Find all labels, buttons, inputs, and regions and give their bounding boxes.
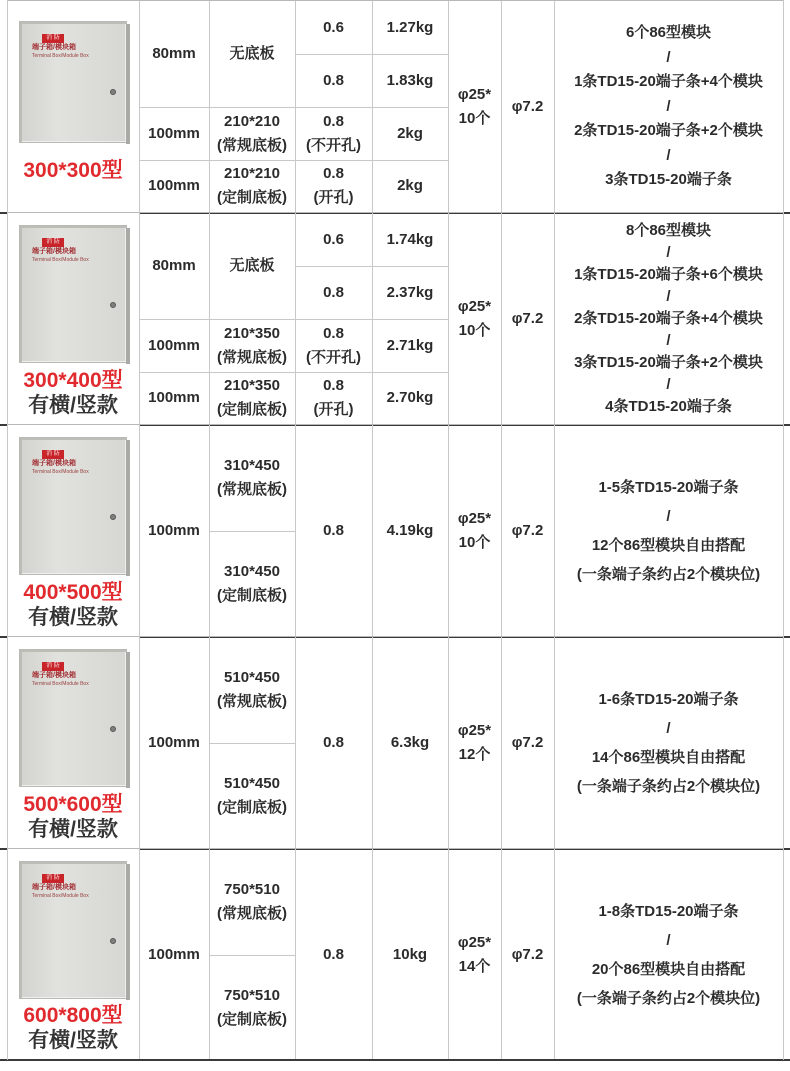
depth-value	[139, 213, 209, 319]
capacity-separator: /	[666, 720, 671, 737]
product-section	[7, 0, 783, 212]
hole-size-value-line: φ25*	[457, 722, 492, 739]
box-side-panel	[126, 652, 130, 788]
capacity-line: 1条TD15-20端子条+4个模块	[574, 73, 763, 91]
thickness-value	[295, 1, 372, 54]
small-hole-value	[501, 637, 554, 849]
terminal-box-image	[19, 225, 127, 363]
weight-value-line: 2.37kg	[386, 283, 434, 301]
weight-value	[372, 372, 448, 424]
small-hole-value	[501, 1, 554, 213]
board-value-line: 750*510	[224, 881, 280, 898]
product-section	[7, 424, 783, 636]
product-image-column	[7, 1, 139, 212]
board-value-line: 310*450	[224, 457, 280, 474]
capacity-separator: /	[666, 48, 671, 66]
board-value	[209, 160, 295, 212]
board-value	[209, 531, 295, 637]
box-subtitle-text: Terminal Box/Module Box	[32, 893, 89, 899]
board-value-line: 210*350	[224, 377, 280, 394]
small-hole-value-line: φ7.2	[511, 945, 544, 963]
weight-value-line: 2kg	[397, 124, 423, 142]
weight-value	[372, 213, 448, 266]
weight-value	[372, 637, 448, 849]
board-value	[209, 425, 295, 531]
product-section	[7, 636, 783, 848]
hole-size-value	[448, 1, 501, 213]
capacity-separator: /	[666, 244, 671, 261]
grid-hline	[295, 54, 448, 55]
hole-size-value	[448, 425, 501, 637]
thickness-value-line: 0.8	[323, 734, 344, 751]
board-value	[209, 319, 295, 372]
capacity-line: 3条TD15-20端子条+2个模块	[574, 354, 763, 371]
capacity-line: 12个86型模块自由搭配	[591, 537, 746, 554]
small-hole-value-line: φ7.2	[511, 522, 544, 539]
box-subtitle-text: Terminal Box/Module Box	[32, 681, 89, 687]
hole-size-value	[448, 213, 501, 425]
depth-value-line: 100mm	[148, 389, 200, 406]
board-value-line: (定制底板)	[217, 587, 287, 604]
weight-value	[372, 1, 448, 54]
box-title-text: 端子箱/模块箱	[32, 460, 76, 467]
board-value-line: 无底板	[229, 45, 275, 62]
hole-size-value-line: φ25*	[457, 510, 492, 527]
box-subtitle-text: Terminal Box/Module Box	[32, 53, 89, 59]
depth-value	[139, 849, 209, 1060]
depth-value	[139, 107, 209, 160]
thickness-value-line: (开孔)	[313, 189, 354, 206]
board-value	[209, 372, 295, 424]
board-value-line: (定制底板)	[217, 189, 287, 206]
hole-size-value-line: 10个	[458, 322, 491, 339]
thickness-value-line: 0.6	[323, 18, 344, 36]
grid-hline	[139, 319, 448, 320]
board-value-line: 750*510	[224, 986, 280, 1004]
model-name: 400*500型	[23, 581, 123, 604]
weight-value-line: 1.74kg	[386, 230, 434, 248]
product-image-column	[7, 213, 139, 424]
capacity-description	[554, 1, 783, 213]
thickness-value-line: (不开孔)	[306, 136, 361, 154]
terminal-box-image	[19, 437, 127, 575]
small-hole-value-line: φ7.2	[511, 98, 544, 115]
board-value	[209, 637, 295, 743]
grid-hline	[139, 107, 448, 108]
model-variant: 有横/竖款	[28, 606, 118, 629]
capacity-line: 4条TD15-20端子条	[605, 398, 732, 415]
box-fire-label: 消 防	[42, 238, 64, 247]
weight-value	[372, 425, 448, 637]
capacity-description	[554, 849, 783, 1060]
board-value-line: 510*450	[224, 775, 280, 792]
board-value-line: (定制底板)	[217, 799, 287, 816]
thickness-value-line: 0.8	[323, 377, 344, 394]
box-side-panel	[126, 864, 130, 1000]
box-fire-label: 消 防	[42, 34, 64, 43]
grid-hline	[209, 743, 295, 744]
model-variant: 有横/竖款	[28, 818, 118, 841]
capacity-line: 6个86型模块	[625, 24, 712, 42]
thickness-value-line: 0.8	[323, 945, 344, 963]
hole-size-value-line: 10个	[458, 534, 491, 551]
depth-value	[139, 319, 209, 372]
weight-value-line: 2kg	[397, 177, 423, 194]
product-section	[7, 212, 783, 424]
board-value-line: 无底板	[229, 257, 275, 274]
hole-size-value-line: φ25*	[457, 933, 492, 951]
weight-value-line: 6.3kg	[390, 734, 430, 751]
thickness-value	[295, 372, 372, 424]
grid-hline	[209, 955, 295, 956]
box-fire-label: 消 防	[42, 662, 64, 671]
lock-icon	[110, 938, 116, 944]
board-value-line: (常规底板)	[217, 905, 287, 922]
box-subtitle-text: Terminal Box/Module Box	[32, 257, 89, 263]
thickness-value	[295, 849, 372, 1060]
thickness-value-line: 0.8	[323, 522, 344, 539]
hole-size-value	[448, 849, 501, 1060]
capacity-separator: /	[666, 288, 671, 305]
weight-value	[372, 160, 448, 212]
table-left-border	[7, 0, 8, 1060]
depth-value-line: 100mm	[148, 336, 200, 354]
table-right-border	[783, 0, 784, 1060]
hole-size-value-line: 14个	[458, 957, 491, 975]
capacity-line: 1-5条TD15-20端子条	[598, 479, 739, 496]
capacity-separator: /	[666, 97, 671, 115]
grid-hline	[295, 266, 448, 267]
capacity-separator: /	[666, 376, 671, 393]
board-value-line: (定制底板)	[217, 401, 287, 418]
board-value	[209, 213, 295, 319]
capacity-line: 3条TD15-20端子条	[605, 171, 732, 189]
board-value-line: (定制底板)	[217, 1010, 287, 1028]
depth-value	[139, 637, 209, 849]
terminal-box-image	[19, 21, 127, 143]
small-hole-value	[501, 213, 554, 425]
model-name: 600*800型	[23, 1004, 123, 1027]
board-value-line: (常规底板)	[217, 481, 287, 498]
small-hole-value	[501, 849, 554, 1060]
weight-value-line: 1.83kg	[386, 71, 434, 89]
box-title-text: 端子箱/模块箱	[32, 672, 76, 679]
thickness-value	[295, 107, 372, 160]
hole-size-value-line: 10个	[458, 110, 491, 127]
capacity-line: (一条端子条约占2个模块位)	[576, 778, 761, 795]
capacity-line: 14个86型模块自由搭配	[591, 749, 746, 766]
capacity-line: 20个86型模块自由搭配	[591, 960, 746, 978]
board-value	[209, 743, 295, 849]
depth-value	[139, 372, 209, 424]
weight-value-line: 1.27kg	[386, 18, 434, 36]
box-fire-label: 消 防	[42, 450, 64, 459]
board-value-line: 210*210	[224, 112, 280, 130]
box-title-text: 端子箱/模块箱	[32, 884, 76, 891]
weight-value-line: 10kg	[392, 945, 428, 963]
lock-icon	[110, 726, 116, 732]
model-variant: 有横/竖款	[28, 1029, 118, 1052]
board-value-line: (常规底板)	[217, 693, 287, 710]
thickness-value-line: 0.8	[323, 165, 344, 182]
weight-value	[372, 849, 448, 1060]
capacity-line: 2条TD15-20端子条+4个模块	[574, 310, 763, 327]
thickness-value-line: 0.6	[323, 230, 344, 248]
model-name: 300*300型	[23, 159, 123, 182]
weight-value-line: 2.71kg	[386, 336, 434, 354]
capacity-line: 1-6条TD15-20端子条	[598, 691, 739, 708]
small-hole-value-line: φ7.2	[511, 310, 544, 327]
small-hole-value-line: φ7.2	[511, 734, 544, 751]
box-title-text: 端子箱/模块箱	[32, 248, 76, 255]
weight-value-line: 2.70kg	[386, 389, 434, 406]
lock-icon	[110, 514, 116, 520]
capacity-line: 2条TD15-20端子条+2个模块	[574, 122, 763, 140]
terminal-box-image	[19, 861, 127, 999]
thickness-value	[295, 637, 372, 849]
board-value-line: 510*450	[224, 669, 280, 686]
board-value	[209, 1, 295, 107]
capacity-line: 1-8条TD15-20端子条	[598, 902, 739, 920]
box-title-text: 端子箱/模块箱	[32, 44, 76, 51]
small-hole-value	[501, 425, 554, 637]
box-side-panel	[126, 228, 130, 364]
thickness-value-line: 0.8	[323, 283, 344, 301]
board-value-line: (常规底板)	[217, 136, 287, 154]
capacity-line: 1条TD15-20端子条+6个模块	[574, 266, 763, 283]
weight-value-line: 4.19kg	[386, 522, 434, 539]
hole-size-value	[448, 637, 501, 849]
capacity-line: (一条端子条约占2个模块位)	[576, 989, 761, 1007]
depth-value-line: 80mm	[152, 257, 196, 274]
box-side-panel	[126, 24, 130, 144]
hole-size-value-line: φ25*	[457, 86, 492, 103]
thickness-value-line: (不开孔)	[306, 348, 361, 366]
capacity-separator: /	[666, 508, 671, 525]
weight-value	[372, 107, 448, 160]
grid-hline	[139, 372, 448, 373]
product-image-column	[7, 849, 139, 1059]
board-value	[209, 849, 295, 955]
capacity-separator: /	[666, 146, 671, 164]
board-value-line: 210*210	[224, 165, 280, 182]
hole-size-value-line: φ25*	[457, 298, 492, 315]
model-name: 300*400型	[23, 369, 123, 392]
thickness-value	[295, 54, 372, 107]
depth-value-line: 100mm	[148, 734, 200, 751]
board-value-line: (常规底板)	[217, 348, 287, 366]
thickness-value	[295, 213, 372, 266]
board-value	[209, 107, 295, 160]
board-value-line: 310*450	[224, 563, 280, 580]
model-variant: 有横/竖款	[28, 394, 118, 417]
lock-icon	[110, 302, 116, 308]
depth-value-line: 100mm	[148, 945, 200, 963]
terminal-box-image	[19, 649, 127, 787]
thickness-value-line: (开孔)	[313, 401, 354, 418]
capacity-line: 8个86型模块	[625, 222, 712, 239]
grid-hline	[139, 160, 448, 161]
depth-value	[139, 160, 209, 212]
thickness-value	[295, 319, 372, 372]
depth-value-line: 100mm	[148, 522, 200, 539]
depth-value-line: 100mm	[148, 177, 200, 194]
grid-hline	[209, 531, 295, 532]
box-side-panel	[126, 440, 130, 576]
capacity-description	[554, 213, 783, 425]
box-fire-label: 消 防	[42, 874, 64, 883]
capacity-description	[554, 637, 783, 849]
box-subtitle-text: Terminal Box/Module Box	[32, 469, 89, 475]
thickness-value-line: 0.8	[323, 112, 344, 130]
depth-value-line: 100mm	[148, 124, 200, 142]
capacity-separator: /	[666, 332, 671, 349]
weight-value	[372, 266, 448, 319]
product-section	[7, 848, 783, 1059]
weight-value	[372, 319, 448, 372]
thickness-value-line: 0.8	[323, 71, 344, 89]
product-image-column	[7, 637, 139, 848]
board-value-line: 210*350	[224, 324, 280, 342]
weight-value	[372, 54, 448, 107]
thickness-value	[295, 266, 372, 319]
thickness-value	[295, 425, 372, 637]
product-image-column	[7, 425, 139, 636]
hole-size-value-line: 12个	[458, 746, 491, 763]
depth-value-line: 80mm	[152, 45, 196, 62]
board-value	[209, 955, 295, 1060]
capacity-line: (一条端子条约占2个模块位)	[576, 566, 761, 583]
lock-icon	[110, 89, 116, 95]
model-name: 500*600型	[23, 793, 123, 816]
thickness-value-line: 0.8	[323, 324, 344, 342]
capacity-description	[554, 425, 783, 637]
capacity-separator: /	[666, 931, 671, 949]
thickness-value	[295, 160, 372, 212]
depth-value	[139, 1, 209, 107]
depth-value	[139, 425, 209, 637]
